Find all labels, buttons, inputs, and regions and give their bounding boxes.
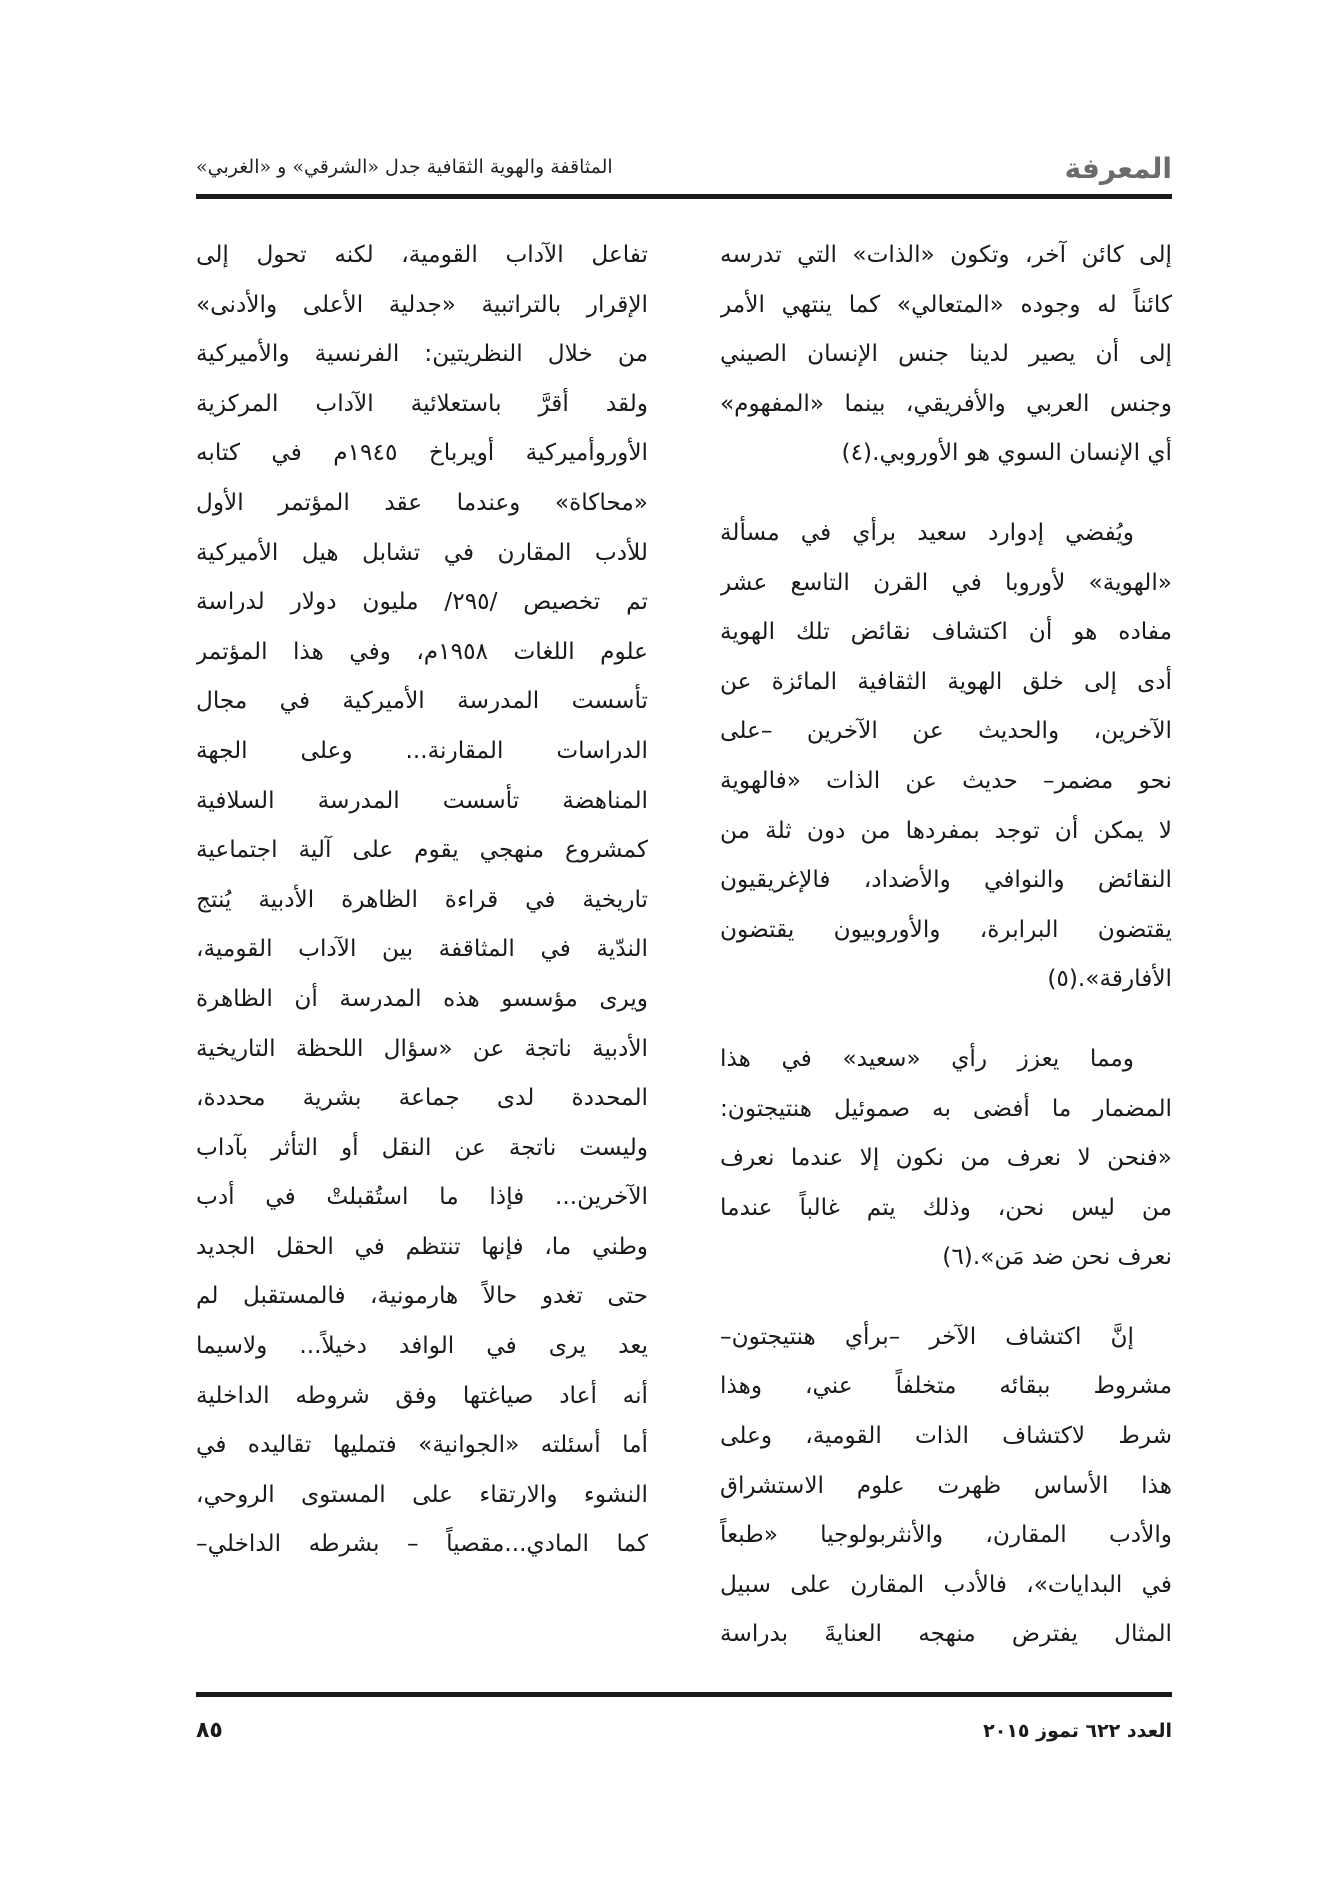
text-line: أدى إلى خلق الهوية الثقافية المائزة عن xyxy=(720,667,1172,695)
text-line: تفاعل الآداب القومية، لكنه تحول إلى xyxy=(196,241,648,268)
text-line: مفاده هو أن اكتشاف نقائض تلك الهوية xyxy=(720,618,1172,646)
text-line: الندّية في المثاقفة بين الآداب القومية، xyxy=(196,935,648,963)
text-line: كما المادي...مقصياً – بشرطه الداخلي– xyxy=(196,1530,648,1558)
page-header xyxy=(196,150,1172,192)
page-footer xyxy=(196,1716,1172,1756)
text-line: الأفارقة».(٥) xyxy=(1047,965,1172,993)
text-line: وليست ناتجة عن النقل أو التأثر بآداب xyxy=(196,1133,648,1161)
right-column xyxy=(720,230,1172,1659)
footer-rule xyxy=(196,1692,1172,1697)
text-line: المحددة لدى جماعة بشرية محددة، xyxy=(196,1084,648,1112)
magazine-logo: المعرفة xyxy=(1064,152,1172,185)
text-line: والأدب المقارن، والأنثربولوجيا «طبعاً xyxy=(720,1521,1172,1549)
text-line: مشروط ببقائه متخلفاً عني، وهذا xyxy=(720,1372,1172,1400)
text-line: يعد يرى في الوافد دخيلاً... ولاسيما xyxy=(196,1332,648,1360)
paragraph-gap xyxy=(720,1282,1172,1312)
text-line: وطني ما، فإنها تنتظم في الحقل الجديد xyxy=(196,1232,648,1260)
text-line: إنَّ اكتشاف الآخر –برأي هنتيجتون– xyxy=(720,1322,1134,1350)
text-line: المثال يفترض منهجه العنايةَ بدراسة xyxy=(720,1620,1172,1648)
text-line: من ليس نحن، وذلك يتم غالباً عندما xyxy=(720,1193,1172,1221)
text-line: الدراسات المقارنة... وعلى الجهة xyxy=(196,736,648,764)
text-line: ومما يعزز رأي «سعيد» في هذا xyxy=(720,1044,1134,1072)
text-line: إلى كائن آخر، وتكون «الذات» التي تدرسه xyxy=(720,241,1172,268)
issue-info: العدد ٦٢٢ تموز ٢٠١٥ xyxy=(983,1720,1172,1742)
text-line: الأوروأميركية أويرباخ ١٩٤٥م في كتابه xyxy=(196,439,648,467)
paragraph-gap xyxy=(720,1004,1172,1034)
running-title: المثاقفة والهوية الثقافية جدل «الشرقي» و «الغربي» xyxy=(196,156,613,178)
text-line: المناهضة تأسست المدرسة السلافية xyxy=(196,786,648,814)
text-line: أنه أعاد صياغتها وفق شروطه الداخلية xyxy=(196,1381,648,1409)
text-line: النشوء والارتقاء على المستوى الروحي، xyxy=(196,1480,648,1508)
text-line: تاريخية في قراءة الظاهرة الأدبية يُنتج xyxy=(196,885,648,913)
text-line: ويُفضي إدوارد سعيد برأي في مسألة xyxy=(720,518,1134,546)
text-line: لا يمكن أن توجد بمفردها من دون ثلة من xyxy=(720,816,1172,844)
text-line: تأسست المدرسة الأميركية في مجال xyxy=(196,687,648,715)
text-line: «الهوية» لأوروبا في القرن التاسع عشر xyxy=(720,568,1172,596)
text-line: الآخرين... فإذا ما استُقبلتْ في أدب xyxy=(196,1183,648,1211)
text-line: ولقد أقرَّ باستعلائية الآداب المركزية xyxy=(196,389,648,417)
text-line: للأدب المقارن في تشابل هيل الأميركية xyxy=(196,538,648,566)
text-line: الأدبية ناتجة عن «سؤال اللحظة التاريخية xyxy=(196,1034,648,1062)
text-line: كمشروع منهجي يقوم على آلية اجتماعية xyxy=(196,836,648,864)
text-line: حتى تغدو حالاً هارمونية، فالمستقبل لم xyxy=(196,1282,648,1310)
text-line: نحو مضمر– حديث عن الذات «فالهوية xyxy=(720,766,1172,794)
text-line: المضمار ما أفضى به صموئيل هنتيجتون: xyxy=(720,1094,1172,1122)
page-number: ٨٥ xyxy=(196,1718,223,1743)
paragraph-gap xyxy=(720,478,1172,508)
text-line: علوم اللغات ١٩٥٨م، وفي هذا المؤتمر xyxy=(196,637,648,665)
text-line: من خلال النظريتين: الفرنسية والأميركية xyxy=(196,340,648,368)
left-column xyxy=(196,230,648,1569)
text-line: «فنحن لا نعرف من نكون إلا عندما نعرف xyxy=(720,1144,1172,1172)
text-line: كائناً له وجوده «المتعالي» كما ينتهي الأمر xyxy=(720,290,1172,318)
text-line: شرط لاكتشاف الذات القومية، وعلى xyxy=(720,1422,1172,1450)
text-line: «محاكاة» وعندما عقد المؤتمر الأول xyxy=(196,488,648,516)
text-line: يقتضون البرابرة، والأوروبيون يقتضون xyxy=(720,915,1172,943)
text-line: ويرى مؤسسو هذه المدرسة أن الظاهرة xyxy=(196,984,648,1012)
text-line: الإقرار بالتراتبية «جدلية الأعلى والأدنى» xyxy=(196,290,648,318)
text-line: أما أسئلته «الجوانية» فتمليها تقاليده في xyxy=(196,1431,648,1459)
text-line: وجنس العربي والأفريقي، بينما «المفهوم» xyxy=(720,389,1172,417)
text-line: هذا الأساس ظهرت علوم الاستشراق xyxy=(720,1471,1172,1499)
text-line: تم تخصيص /٢٩٥/ مليون دولار لدراسة xyxy=(196,588,648,616)
text-line: في البدايات»، فالأدب المقارن على سبيل xyxy=(720,1570,1172,1598)
text-line: النقائض والنوافي والأضداد، فالإغريقيون xyxy=(720,866,1172,894)
text-line: إلى أن يصير لدينا جنس الإنسان الصيني xyxy=(720,340,1172,368)
text-line: نعرف نحن ضد مَن».(٦) xyxy=(942,1243,1172,1271)
text-line: أي الإنسان السوي هو الأوروبي.(٤) xyxy=(841,439,1172,467)
text-line: الآخرين، والحديث عن الآخرين –على xyxy=(720,717,1172,745)
header-rule xyxy=(196,194,1172,199)
